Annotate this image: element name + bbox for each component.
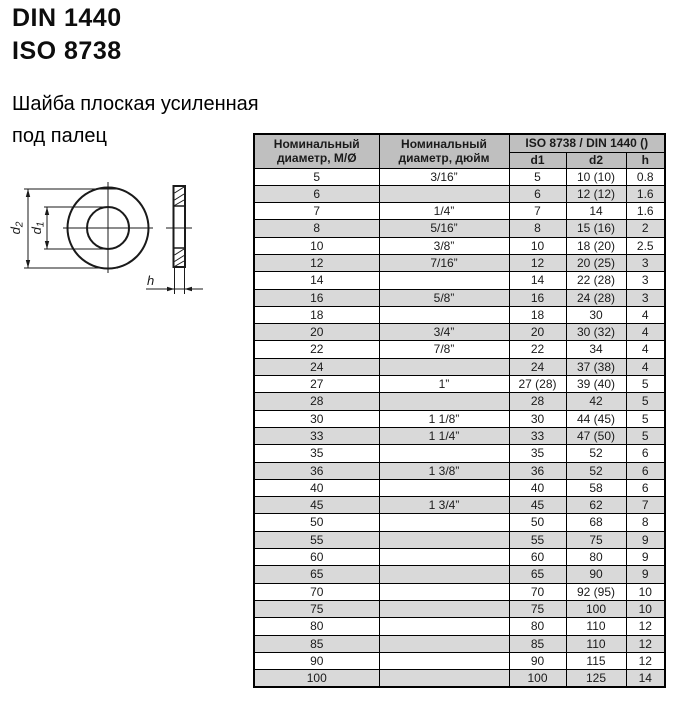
table-row	[254, 514, 665, 531]
table-row	[254, 670, 665, 688]
table-row	[254, 566, 665, 583]
cell-d2: 90	[566, 566, 626, 583]
table-row	[254, 652, 665, 669]
cell-d1: 16	[509, 289, 566, 306]
cell-d1: 60	[509, 549, 566, 566]
group-header-iso-din: ISO 8738 / DIN 1440 ()	[509, 134, 665, 152]
cell-nominal-mm: 33	[254, 427, 379, 444]
col-header-nominal-mm-line2: диаметр, М/Ø	[276, 151, 357, 166]
cell-nominal-inch	[379, 583, 509, 600]
cell-nominal-mm: 24	[254, 358, 379, 375]
table-row	[254, 272, 665, 289]
d1-dimension-label: d1	[29, 221, 47, 235]
cell-d2: 110	[566, 635, 626, 652]
cell-nominal-mm: 16	[254, 289, 379, 306]
cell-h: 0.8	[626, 168, 665, 185]
cell-h: 7	[626, 497, 665, 514]
table-row	[254, 168, 665, 185]
cell-d1: 35	[509, 445, 566, 462]
cell-d2: 30 (32)	[566, 324, 626, 341]
table-row	[254, 479, 665, 496]
cell-d1: 33	[509, 427, 566, 444]
cell-d2: 58	[566, 479, 626, 496]
cell-d1: 40	[509, 479, 566, 496]
cell-nominal-inch	[379, 566, 509, 583]
title-iso: ISO 8738	[12, 37, 122, 65]
cell-nominal-mm: 35	[254, 445, 379, 462]
cell-d2: 100	[566, 600, 626, 617]
cell-d2: 37 (38)	[566, 358, 626, 375]
cell-nominal-inch: 3/16”	[379, 168, 509, 185]
table-row	[254, 410, 665, 427]
table-body	[254, 168, 665, 687]
cell-h: 6	[626, 462, 665, 479]
cell-nominal-mm: 12	[254, 254, 379, 271]
washer-technical-drawing	[0, 160, 220, 305]
cell-nominal-mm: 40	[254, 479, 379, 496]
col-header-d2: d2	[566, 152, 626, 168]
cell-nominal-inch: 7/8”	[379, 341, 509, 358]
cell-d2: 92 (95)	[566, 583, 626, 600]
cell-d1: 22	[509, 341, 566, 358]
table-row	[254, 583, 665, 600]
cell-d1: 45	[509, 497, 566, 514]
cell-nominal-mm: 85	[254, 635, 379, 652]
cell-nominal-mm: 60	[254, 549, 379, 566]
cell-h: 9	[626, 566, 665, 583]
cell-h: 3	[626, 272, 665, 289]
cell-d1: 6	[509, 185, 566, 202]
cell-nominal-inch	[379, 306, 509, 323]
cell-nominal-inch	[379, 670, 509, 688]
cell-nominal-inch: 1 1/8”	[379, 410, 509, 427]
cell-d2: 75	[566, 531, 626, 548]
cell-d1: 100	[509, 670, 566, 688]
cell-d1: 24	[509, 358, 566, 375]
cell-nominal-inch: 1 1/4”	[379, 427, 509, 444]
cell-nominal-mm: 14	[254, 272, 379, 289]
cell-nominal-inch	[379, 272, 509, 289]
cell-d2: 24 (28)	[566, 289, 626, 306]
d2-dimension-label: d2	[8, 221, 26, 235]
cell-d1: 12	[509, 254, 566, 271]
cell-nominal-mm: 55	[254, 531, 379, 548]
col-header-nominal-mm-line1: Номинальный	[273, 137, 360, 152]
hatch-bottom	[175, 249, 185, 267]
col-header-nominal-inch-line1: Номинальный	[401, 137, 487, 152]
subtitle-line2: под палец	[12, 125, 107, 147]
cell-d2: 12 (12)	[566, 185, 626, 202]
cell-h: 4	[626, 358, 665, 375]
cell-nominal-inch	[379, 185, 509, 202]
cell-nominal-inch: 3/8”	[379, 237, 509, 254]
col-header-nominal-inch	[379, 134, 509, 168]
cell-nominal-inch	[379, 531, 509, 548]
cell-d2: 68	[566, 514, 626, 531]
cell-nominal-mm: 70	[254, 583, 379, 600]
cell-nominal-inch	[379, 445, 509, 462]
table-row	[254, 220, 665, 237]
cell-d1: 14	[509, 272, 566, 289]
cell-d2: 125	[566, 670, 626, 688]
cell-d2: 15 (16)	[566, 220, 626, 237]
cell-h: 8	[626, 514, 665, 531]
cell-h: 4	[626, 341, 665, 358]
cell-nominal-inch: 1 3/8”	[379, 462, 509, 479]
cell-d1: 20	[509, 324, 566, 341]
subtitle-line1: Шайба плоская усиленная	[12, 93, 259, 115]
table-row	[254, 254, 665, 271]
cell-nominal-inch: 5/8”	[379, 289, 509, 306]
table-row	[254, 237, 665, 254]
h-dimension-label: h	[147, 273, 155, 288]
cell-nominal-inch	[379, 393, 509, 410]
table-row	[254, 185, 665, 202]
cell-d1: 27 (28)	[509, 376, 566, 393]
cell-nominal-inch	[379, 514, 509, 531]
cell-nominal-inch: 7/16”	[379, 254, 509, 271]
table-row	[254, 549, 665, 566]
table-row	[254, 289, 665, 306]
cell-h: 4	[626, 324, 665, 341]
cell-d1: 18	[509, 306, 566, 323]
cell-nominal-inch	[379, 600, 509, 617]
cell-d2: 115	[566, 652, 626, 669]
table-row	[254, 600, 665, 617]
cell-h: 12	[626, 652, 665, 669]
cell-h: 3	[626, 289, 665, 306]
cell-d2: 22 (28)	[566, 272, 626, 289]
cell-d2: 110	[566, 618, 626, 635]
cell-nominal-mm: 65	[254, 566, 379, 583]
table-row	[254, 306, 665, 323]
table-header	[254, 134, 665, 168]
cell-d2: 52	[566, 462, 626, 479]
cell-nominal-inch: 1”	[379, 376, 509, 393]
cell-h: 5	[626, 410, 665, 427]
col-header-d1: d1	[509, 152, 566, 168]
table-row	[254, 341, 665, 358]
cell-nominal-mm: 100	[254, 670, 379, 688]
cell-nominal-inch	[379, 549, 509, 566]
cell-d1: 80	[509, 618, 566, 635]
cell-h: 14	[626, 670, 665, 688]
cell-h: 12	[626, 635, 665, 652]
cell-d1: 90	[509, 652, 566, 669]
cell-nominal-mm: 30	[254, 410, 379, 427]
cell-nominal-mm: 28	[254, 393, 379, 410]
cell-nominal-inch: 1 3/4”	[379, 497, 509, 514]
col-header-nominal-mm	[254, 134, 379, 168]
cell-d1: 85	[509, 635, 566, 652]
cell-d2: 10 (10)	[566, 168, 626, 185]
cell-d2: 52	[566, 445, 626, 462]
cell-nominal-mm: 36	[254, 462, 379, 479]
cell-d2: 44 (45)	[566, 410, 626, 427]
cell-d1: 7	[509, 203, 566, 220]
cell-nominal-mm: 75	[254, 600, 379, 617]
cell-h: 6	[626, 445, 665, 462]
cell-nominal-inch	[379, 635, 509, 652]
cell-nominal-mm: 8	[254, 220, 379, 237]
cell-nominal-mm: 22	[254, 341, 379, 358]
cell-d1: 10	[509, 237, 566, 254]
cell-h: 10	[626, 600, 665, 617]
cell-nominal-inch	[379, 652, 509, 669]
cell-nominal-mm: 7	[254, 203, 379, 220]
cell-d2: 47 (50)	[566, 427, 626, 444]
cell-d2: 20 (25)	[566, 254, 626, 271]
title-din: DIN 1440	[12, 4, 122, 32]
cell-nominal-mm: 5	[254, 168, 379, 185]
table-row	[254, 531, 665, 548]
cell-h: 10	[626, 583, 665, 600]
table-row	[254, 462, 665, 479]
part-description	[12, 88, 259, 152]
cell-nominal-mm: 50	[254, 514, 379, 531]
cell-d1: 75	[509, 600, 566, 617]
cell-d2: 80	[566, 549, 626, 566]
cell-d2: 62	[566, 497, 626, 514]
col-header-nominal-inch-line2: диаметр, дюйм	[398, 151, 490, 166]
cell-nominal-inch: 1/4”	[379, 203, 509, 220]
cell-nominal-mm: 6	[254, 185, 379, 202]
cell-h: 9	[626, 549, 665, 566]
cell-d1: 36	[509, 462, 566, 479]
cell-d2: 34	[566, 341, 626, 358]
cell-h: 9	[626, 531, 665, 548]
hatch-top	[175, 187, 185, 206]
cell-h: 5	[626, 393, 665, 410]
cell-nominal-mm: 27	[254, 376, 379, 393]
cell-nominal-mm: 80	[254, 618, 379, 635]
table-row	[254, 635, 665, 652]
cell-h: 1.6	[626, 203, 665, 220]
standard-titles	[12, 2, 122, 68]
cell-nominal-inch	[379, 479, 509, 496]
cell-h: 3	[626, 254, 665, 271]
table-row	[254, 324, 665, 341]
cell-d1: 55	[509, 531, 566, 548]
cell-nominal-mm: 10	[254, 237, 379, 254]
cell-h: 2	[626, 220, 665, 237]
cell-d1: 50	[509, 514, 566, 531]
cell-nominal-mm: 45	[254, 497, 379, 514]
table-row	[254, 445, 665, 462]
table-row	[254, 203, 665, 220]
cell-d1: 30	[509, 410, 566, 427]
cell-nominal-mm: 20	[254, 324, 379, 341]
cell-nominal-inch	[379, 618, 509, 635]
cell-d2: 14	[566, 203, 626, 220]
table-row	[254, 358, 665, 375]
cell-nominal-inch: 5/16”	[379, 220, 509, 237]
table-row	[254, 393, 665, 410]
cell-nominal-mm: 90	[254, 652, 379, 669]
table-row	[254, 427, 665, 444]
table-row	[254, 376, 665, 393]
cell-h: 5	[626, 427, 665, 444]
cell-h: 5	[626, 376, 665, 393]
cell-d2: 30	[566, 306, 626, 323]
cell-d2: 39 (40)	[566, 376, 626, 393]
cell-h: 12	[626, 618, 665, 635]
cell-nominal-inch	[379, 358, 509, 375]
cell-h: 1.6	[626, 185, 665, 202]
table-row	[254, 618, 665, 635]
cell-h: 2.5	[626, 237, 665, 254]
cell-d2: 42	[566, 393, 626, 410]
dimension-arrowheads	[26, 189, 192, 291]
cell-d1: 28	[509, 393, 566, 410]
cell-nominal-mm: 18	[254, 306, 379, 323]
cell-d2: 18 (20)	[566, 237, 626, 254]
table-row	[254, 497, 665, 514]
cell-d1: 5	[509, 168, 566, 185]
cell-d1: 65	[509, 566, 566, 583]
cell-h: 4	[626, 306, 665, 323]
washer-dimensions-table	[253, 133, 666, 688]
cell-nominal-inch: 3/4”	[379, 324, 509, 341]
cell-h: 6	[626, 479, 665, 496]
cell-d1: 8	[509, 220, 566, 237]
col-header-h: h	[626, 152, 665, 168]
cell-d1: 70	[509, 583, 566, 600]
